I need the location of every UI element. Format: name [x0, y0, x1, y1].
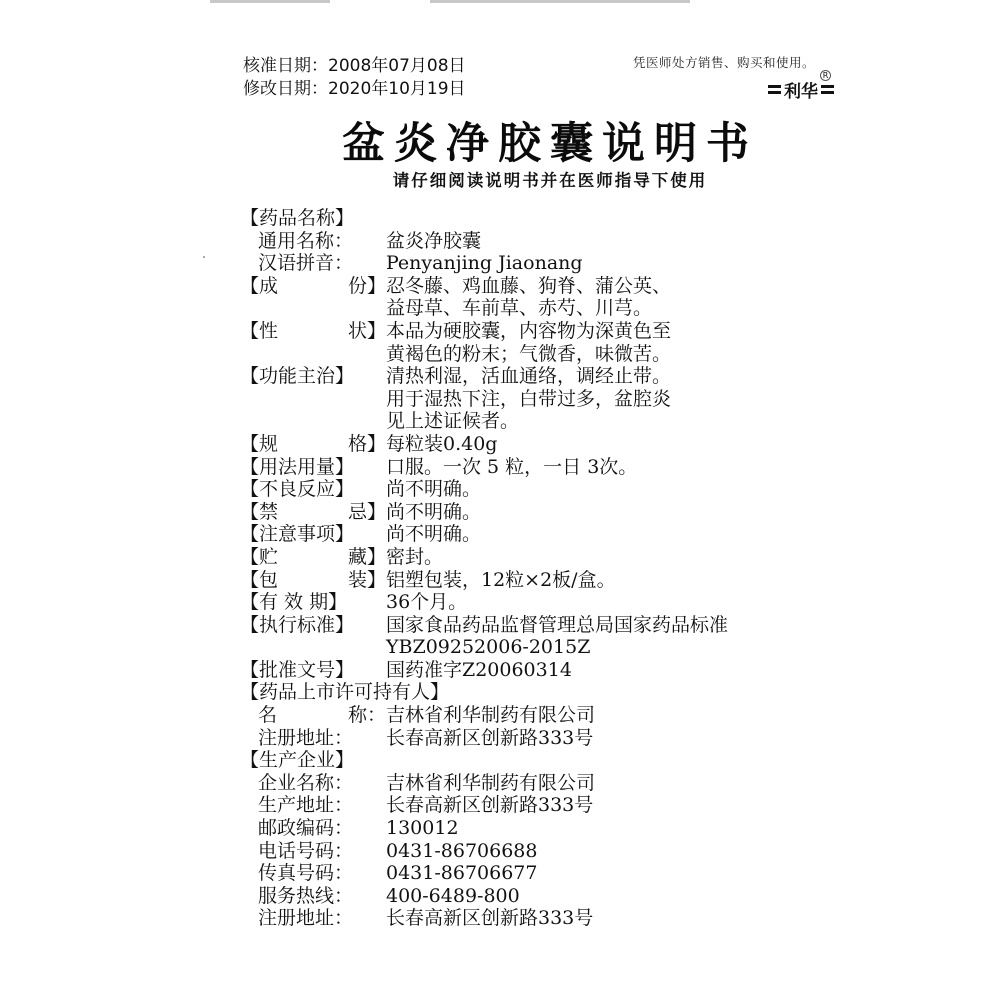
pinyin-name: Penyanjing Jiaonang: [386, 252, 583, 275]
section-label: 【注意事项】: [240, 523, 355, 546]
manufacturer-field-row: 传真号码： 0431-86706677: [240, 862, 728, 885]
scan-speck: [203, 256, 205, 258]
document-subtitle: 请仔细阅读说明书并在医师指导下使用: [392, 171, 708, 190]
manufacturer-field-row: 生产地址： 长春高新区创新路333号: [240, 794, 728, 817]
section-approval-number: 【批准文号】 国药准字Z20060314: [240, 658, 572, 681]
field-label: 服务热线：: [258, 884, 354, 907]
section-label: 【批准文号】: [240, 658, 355, 681]
section-label: 【执行标准】: [240, 613, 355, 636]
mah-name-row: 名 称： 吉林省利华制药有限公司: [240, 704, 728, 727]
manufacturer-field-row: 服务热线： 400-6489-800: [240, 885, 728, 908]
brand-logo: [765, 71, 837, 102]
section-standard-cont: YBZ09252006-2015Z: [240, 636, 728, 659]
field-label: 传真号码：: [258, 862, 354, 885]
registered-mark-icon: R: [820, 70, 831, 81]
manufacturer-field-row: 电话号码： 0431-86706688: [240, 840, 728, 863]
section-label: 【禁 忌】: [240, 500, 386, 523]
section-contraindications: 【禁 忌】 尚不明确。: [240, 500, 482, 523]
document-title: 盆炎净胶囊说明书: [342, 119, 758, 169]
field-label: 注册地址：: [258, 907, 354, 930]
section-indications-cont: 见上述证候者。: [240, 410, 728, 433]
section-label: 【贮 藏】: [240, 545, 386, 568]
field-label: 注册地址：: [258, 726, 354, 749]
generic-name: 盆炎净胶囊: [386, 229, 482, 252]
field-label: 生产地址：: [258, 794, 354, 817]
section-label: 【有 效 期】: [240, 591, 348, 614]
section-ingredients-cont: 益母草、车前草、赤芍、川芎。: [240, 297, 728, 320]
section-indications: 【功能主治】 清热利湿，活血通络，调经止带。: [240, 365, 672, 388]
section-storage: 【贮 藏】 密封。: [240, 545, 444, 568]
section-label: 【性 状】: [240, 319, 386, 342]
spacer: [240, 343, 386, 366]
section-adverse-reactions: 【不良反应】 尚不明确。: [240, 478, 482, 501]
section-packaging: 【包 装】 铝塑包装，12粒×2板/盒。: [240, 568, 616, 591]
section-indications-cont: 用于湿热下注，白带过多，盆腔炎: [240, 388, 728, 411]
spacer: [240, 388, 386, 411]
section-standard: 【执行标准】 国家食品药品监督管理总局国家药品标准: [240, 613, 729, 636]
section-description-cont: 黄褐色的粉末；气微香，味微苦。: [240, 343, 728, 366]
section-label: 【用法用量】: [240, 455, 355, 478]
section-label: 【不良反应】: [240, 478, 355, 501]
manufacturer-field-row: 注册地址： 长春高新区创新路333号: [240, 907, 728, 930]
section-ingredients: 【成 份】 忍冬藤、鸡血藤、狗脊、蒲公英、: [240, 274, 672, 297]
leaflet-body: [240, 207, 728, 930]
section-dosage: 【用法用量】 口服。一次 5 粒，一日 3次。: [240, 455, 638, 478]
section-shelf-life: 【有 效 期】 36个月。: [240, 591, 468, 614]
field-label: 企业名称：: [258, 771, 354, 794]
section-label: 【功能主治】: [240, 365, 355, 388]
field-label: 名 称：: [258, 704, 386, 727]
approval-date: 2008年07月08日: [328, 56, 466, 76]
section-mah-heading: 【药品上市许可持有人】: [240, 681, 450, 704]
manufacturer-field-row: 企业名称： 吉林省利华制药有限公司: [240, 772, 728, 795]
field-label: 通用名称：: [258, 229, 354, 252]
section-manufacturer-heading: 【生产企业】: [240, 749, 355, 772]
revision-date: 2020年10月19日: [328, 79, 466, 99]
prescription-notice: 凭医师处方销售、购买和使用。: [633, 55, 816, 70]
manufacturer-field-row: 邮政编码： 130012: [240, 817, 728, 840]
mah-address-row: 注册地址： 长春高新区创新路333号: [240, 727, 728, 750]
section-specification: 【规 格】 每粒装0.40g: [240, 432, 498, 455]
header-dates: [243, 55, 466, 101]
field-label: 邮政编码：: [258, 817, 354, 840]
field-label: 电话号码：: [258, 839, 354, 862]
brand-name: 利华: [784, 82, 818, 102]
spacer: [240, 297, 386, 320]
logo-bars-icon: [821, 84, 834, 96]
top-edge-artifact: [200, 0, 700, 4]
section-label: 【成 份】: [240, 274, 386, 297]
field-label: 汉语拼音：: [258, 252, 354, 275]
approval-date-row: 核准日期：2008年07月08日: [243, 56, 466, 76]
generic-name-row: [240, 230, 728, 253]
section-precautions: 【注意事项】 尚不明确。: [240, 523, 482, 546]
section-description: 【性 状】 本品为硬胶囊，内容物为深黄色至: [240, 319, 672, 342]
section-label: 【规 格】: [240, 432, 386, 455]
spacer: [240, 410, 386, 433]
section-label: 【包 装】: [240, 568, 386, 591]
pinyin-row: [240, 252, 728, 275]
revision-date-row: 修改日期：2020年10月19日: [243, 79, 466, 99]
section-drug-name-heading: 【药品名称】: [240, 207, 355, 229]
logo-bars-icon: [768, 84, 781, 96]
spacer: [240, 636, 386, 659]
